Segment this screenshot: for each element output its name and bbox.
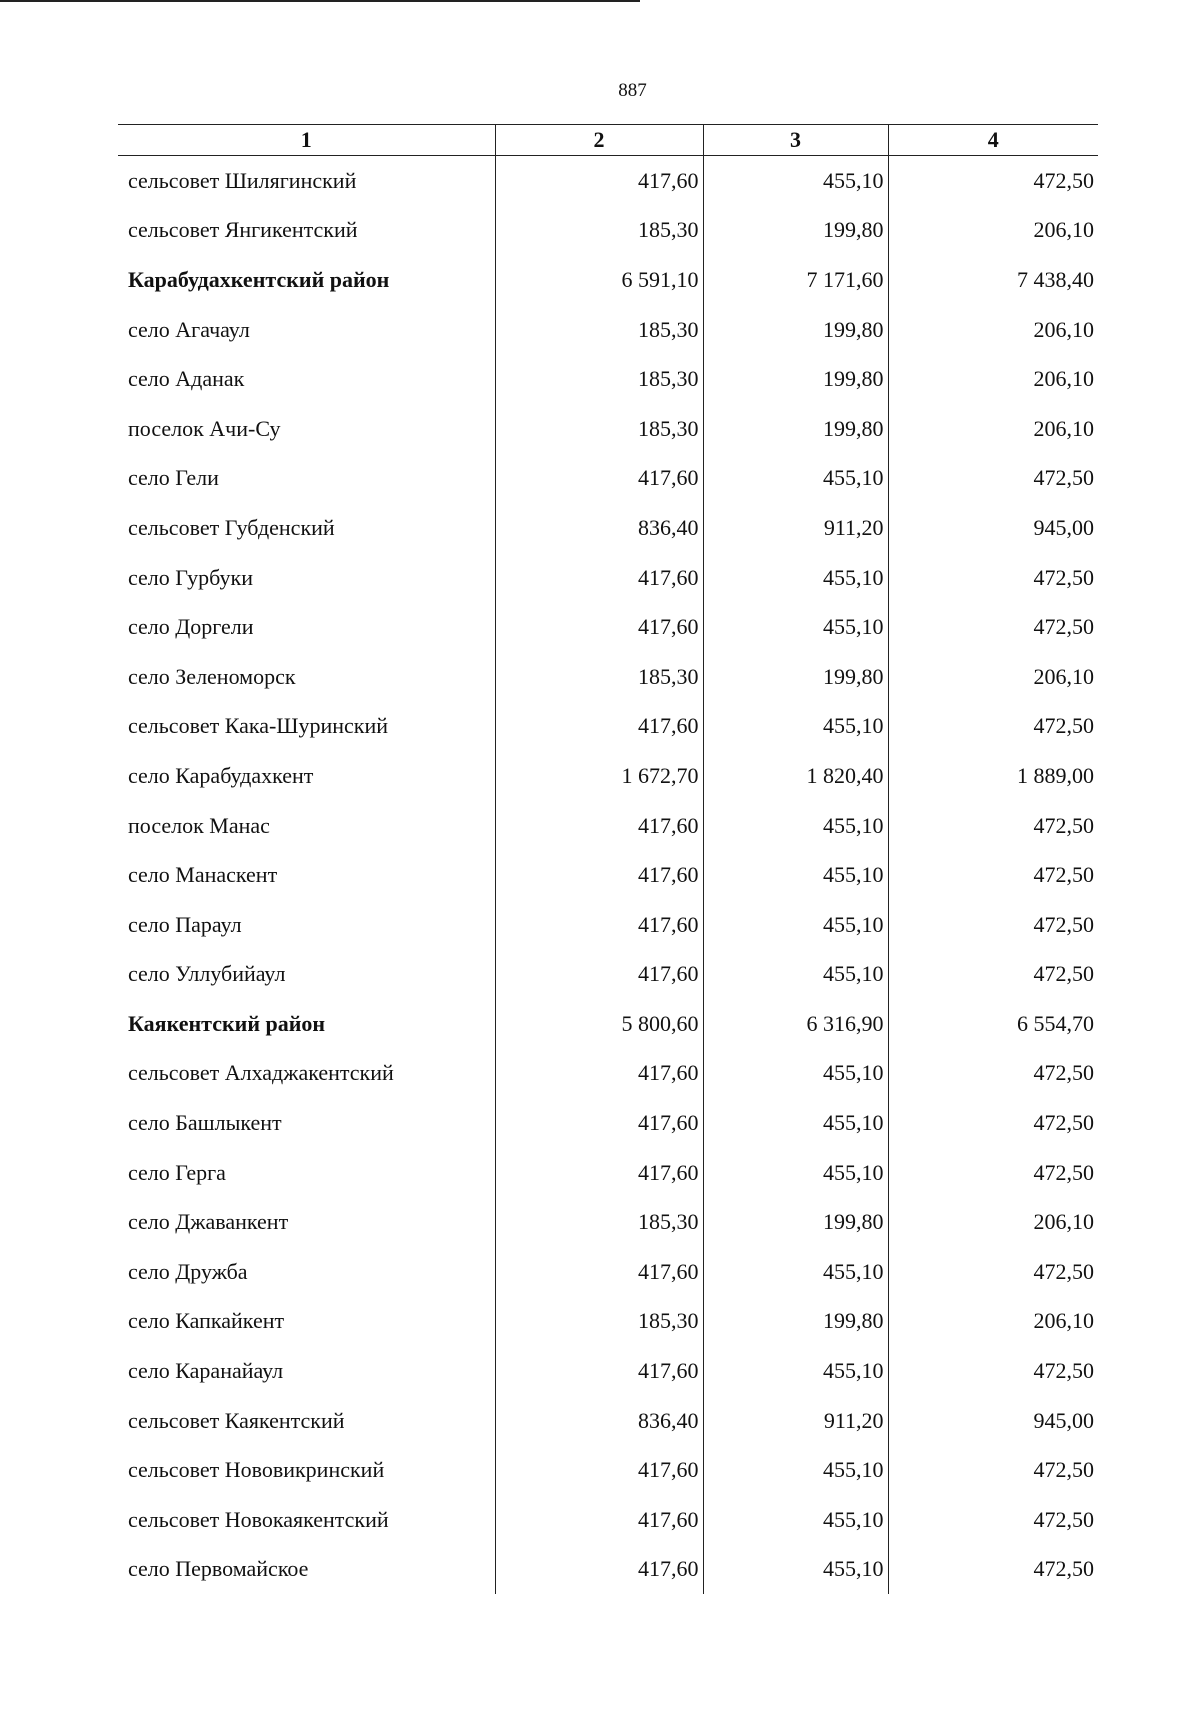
row-name-cell: село Джаванкент [128, 1209, 289, 1235]
row-name-cell: село Доргели [128, 614, 254, 640]
row-value-col4: 472,50 [888, 553, 1098, 603]
row-value-col4: 472,50 [888, 1247, 1098, 1297]
row-name-cell: сельсовет Новокаякентский [128, 1506, 389, 1532]
row-value-col4: 472,50 [888, 702, 1098, 752]
row-value-col4: 472,50 [888, 1445, 1098, 1495]
table-row [118, 1297, 1098, 1347]
row-value-col3: 199,80 [703, 305, 888, 355]
table-row [118, 602, 1098, 652]
row-name-cell: село Параул [128, 911, 242, 937]
row-value-col4: 472,50 [888, 900, 1098, 950]
row-name-cell: сельсовет Каякентский [128, 1407, 345, 1433]
row-name-cell: сельсовет Шилягинский [128, 167, 357, 193]
row-value-col4: 206,10 [888, 206, 1098, 256]
row-value-col3: 455,10 [703, 553, 888, 603]
row-value-col3: 455,10 [703, 950, 888, 1000]
row-value-col4: 206,10 [888, 354, 1098, 404]
top-edge-rule [0, 0, 640, 2]
row-name-cell: сельсовет Янгикентский [128, 217, 358, 243]
table-row [118, 900, 1098, 950]
row-name-cell: село Агачаул [128, 316, 250, 342]
row-value-col3: 7 171,60 [703, 255, 888, 305]
row-value-col3: 1 820,40 [703, 751, 888, 801]
table-row [118, 1445, 1098, 1495]
row-value-col4: 6 554,70 [888, 999, 1098, 1049]
row-value-col3: 911,20 [703, 503, 888, 553]
row-value-col2: 185,30 [495, 305, 703, 355]
row-value-col4: 945,00 [888, 503, 1098, 553]
row-value-col3: 455,10 [703, 602, 888, 652]
row-name-cell: село Первомайское [128, 1556, 309, 1582]
row-value-col2: 417,60 [495, 1148, 703, 1198]
row-value-col4: 472,50 [888, 1545, 1098, 1595]
row-value-col4: 206,10 [888, 1197, 1098, 1247]
column-header-4: 4 [888, 125, 1098, 156]
row-value-col4: 472,50 [888, 454, 1098, 504]
table-row [118, 1545, 1098, 1595]
row-value-col2: 836,40 [495, 1396, 703, 1446]
table-row [118, 1049, 1098, 1099]
row-name-cell: село Зеленоморск [128, 663, 296, 689]
row-value-col3: 455,10 [703, 156, 888, 206]
table-row [118, 801, 1098, 851]
row-name-cell: село Капкайкент [128, 1308, 285, 1334]
row-value-col2: 417,60 [495, 801, 703, 851]
row-value-col2: 417,60 [495, 602, 703, 652]
row-name-cell: село Гурбуки [128, 564, 253, 590]
row-name-cell: село Дружба [128, 1258, 248, 1284]
table-row [118, 1148, 1098, 1198]
row-name-cell: село Аданак [128, 366, 245, 392]
row-name-cell: Карабудахкентский район [128, 266, 390, 292]
header-row [118, 125, 1098, 156]
row-value-col3: 455,10 [703, 1545, 888, 1595]
table-row [118, 751, 1098, 801]
row-name-cell: село Герга [128, 1159, 226, 1185]
row-value-col3: 199,80 [703, 404, 888, 454]
row-value-col2: 185,30 [495, 404, 703, 454]
table-row [118, 1495, 1098, 1545]
row-value-col4: 472,50 [888, 1049, 1098, 1099]
row-value-col3: 455,10 [703, 1346, 888, 1396]
row-value-col2: 417,60 [495, 1346, 703, 1396]
row-value-col2: 417,60 [495, 1247, 703, 1297]
row-value-col3: 6 316,90 [703, 999, 888, 1049]
row-value-col3: 199,80 [703, 1197, 888, 1247]
column-header-1: 1 [118, 125, 495, 156]
table-row [118, 454, 1098, 504]
row-value-col3: 199,80 [703, 652, 888, 702]
row-value-col4: 472,50 [888, 1495, 1098, 1545]
budget-table [118, 124, 1098, 1594]
row-value-col3: 199,80 [703, 354, 888, 404]
table-row [118, 255, 1098, 305]
table-row [118, 850, 1098, 900]
row-value-col4: 472,50 [888, 850, 1098, 900]
row-name-cell: сельсовет Нововикринский [128, 1457, 385, 1483]
row-name-cell: сельсовет Алхаджакентский [128, 1060, 394, 1086]
table-row [118, 503, 1098, 553]
row-value-col4: 206,10 [888, 305, 1098, 355]
column-header-3: 3 [703, 125, 888, 156]
row-name-cell: сельсовет Кака-Шуринский [128, 713, 389, 739]
row-value-col2: 836,40 [495, 503, 703, 553]
table-row [118, 305, 1098, 355]
row-value-col4: 1 889,00 [888, 751, 1098, 801]
row-value-col2: 417,60 [495, 1545, 703, 1595]
row-value-col2: 5 800,60 [495, 999, 703, 1049]
row-value-col4: 472,50 [888, 801, 1098, 851]
row-value-col3: 455,10 [703, 1098, 888, 1148]
table-header [118, 125, 1098, 156]
row-value-col2: 1 672,70 [495, 751, 703, 801]
row-value-col4: 206,10 [888, 404, 1098, 454]
row-name-cell: село Уллубийаул [128, 961, 286, 987]
row-value-col3: 455,10 [703, 1049, 888, 1099]
row-name-cell: сельсовет Губденский [128, 514, 335, 540]
row-value-col2: 417,60 [495, 1445, 703, 1495]
row-value-col2: 185,30 [495, 1297, 703, 1347]
row-value-col3: 455,10 [703, 1247, 888, 1297]
row-value-col2: 417,60 [495, 1049, 703, 1099]
row-value-col2: 417,60 [495, 1495, 703, 1545]
table-row [118, 354, 1098, 404]
row-value-col4: 7 438,40 [888, 255, 1098, 305]
row-value-col4: 472,50 [888, 950, 1098, 1000]
row-value-col4: 472,50 [888, 156, 1098, 206]
row-value-col2: 417,60 [495, 900, 703, 950]
row-value-col3: 199,80 [703, 206, 888, 256]
row-value-col4: 945,00 [888, 1396, 1098, 1446]
table-row [118, 553, 1098, 603]
table-row [118, 1197, 1098, 1247]
row-value-col3: 199,80 [703, 1297, 888, 1347]
row-value-col2: 185,30 [495, 652, 703, 702]
row-value-col2: 417,60 [495, 156, 703, 206]
row-value-col2: 185,30 [495, 1197, 703, 1247]
row-value-col2: 417,60 [495, 702, 703, 752]
row-value-col3: 455,10 [703, 900, 888, 950]
row-value-col3: 455,10 [703, 1495, 888, 1545]
row-value-col3: 455,10 [703, 1445, 888, 1495]
row-value-col3: 911,20 [703, 1396, 888, 1446]
table-row [118, 999, 1098, 1049]
table-body [118, 156, 1098, 1595]
page-number: 887 [618, 80, 647, 101]
row-value-col2: 417,60 [495, 454, 703, 504]
table-row [118, 404, 1098, 454]
row-name-cell: село Гели [128, 465, 219, 491]
table-row [118, 1098, 1098, 1148]
table-row [118, 1396, 1098, 1446]
table-row [118, 1346, 1098, 1396]
row-name-cell: поселок Ачи-Су [128, 415, 281, 441]
row-value-col2: 417,60 [495, 553, 703, 603]
row-name-cell: Каякентский район [128, 1010, 326, 1036]
table-row [118, 206, 1098, 256]
row-name-cell: село Манаскент [128, 862, 278, 888]
table-row [118, 950, 1098, 1000]
row-value-col3: 455,10 [703, 1148, 888, 1198]
row-value-col3: 455,10 [703, 801, 888, 851]
row-name-cell: село Каранайаул [128, 1358, 284, 1384]
row-name-cell: поселок Манас [128, 812, 270, 838]
row-value-col4: 472,50 [888, 1098, 1098, 1148]
table-row [118, 1247, 1098, 1297]
row-value-col4: 206,10 [888, 1297, 1098, 1347]
row-value-col2: 6 591,10 [495, 255, 703, 305]
row-value-col4: 472,50 [888, 1148, 1098, 1198]
row-value-col2: 417,60 [495, 850, 703, 900]
table-row [118, 652, 1098, 702]
row-value-col3: 455,10 [703, 850, 888, 900]
row-value-col2: 185,30 [495, 354, 703, 404]
row-value-col3: 455,10 [703, 702, 888, 752]
row-value-col4: 472,50 [888, 602, 1098, 652]
row-name-cell: село Карабудахкент [128, 762, 314, 788]
row-value-col4: 472,50 [888, 1346, 1098, 1396]
row-value-col2: 417,60 [495, 950, 703, 1000]
column-header-2: 2 [495, 125, 703, 156]
row-value-col4: 206,10 [888, 652, 1098, 702]
row-value-col2: 417,60 [495, 1098, 703, 1148]
table-row [118, 156, 1098, 206]
row-value-col3: 455,10 [703, 454, 888, 504]
row-name-cell: село Башлыкент [128, 1110, 282, 1136]
row-value-col2: 185,30 [495, 206, 703, 256]
table-row [118, 702, 1098, 752]
